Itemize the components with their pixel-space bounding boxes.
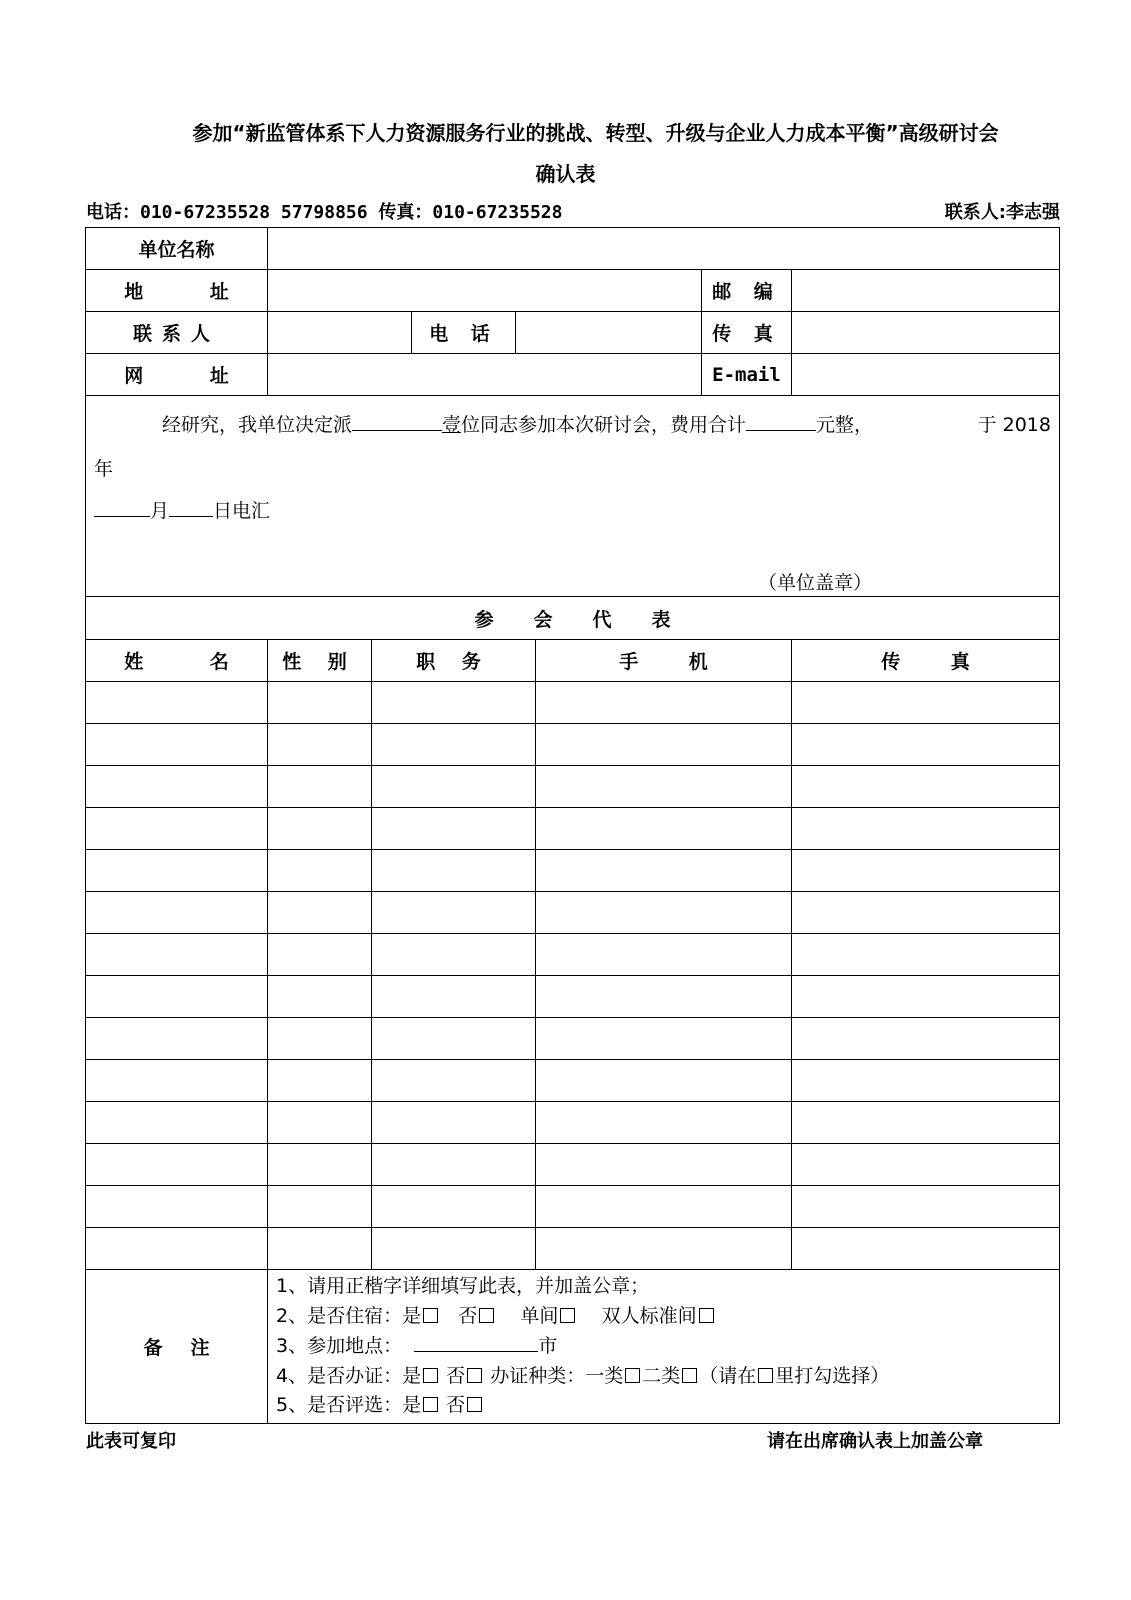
rep-mobile-cell[interactable] xyxy=(536,1144,792,1186)
rep-name-cell[interactable] xyxy=(86,1018,268,1060)
representative-row xyxy=(86,1102,1060,1144)
rep-mobile-cell[interactable] xyxy=(536,1060,792,1102)
rep-mobile-cell[interactable] xyxy=(536,850,792,892)
rep-fax-cell[interactable] xyxy=(792,1102,1060,1144)
rep-position-cell[interactable] xyxy=(372,1018,536,1060)
rep-fax-cell[interactable] xyxy=(792,1228,1060,1270)
rep-mobile-cell[interactable] xyxy=(536,766,792,808)
unit-seal-label: （单位盖章） xyxy=(758,572,873,594)
phone-fax-text: 电话：010-67235528 57798856 传真：010-67235528 xyxy=(86,202,563,223)
rep-fax-cell[interactable] xyxy=(792,1018,1060,1060)
rep-position-cell[interactable] xyxy=(372,934,536,976)
representatives-heading: 参会代表 xyxy=(86,597,1060,640)
rep-fax-cell[interactable] xyxy=(792,934,1060,976)
rep-name-cell[interactable] xyxy=(86,934,268,976)
representative-row xyxy=(86,1144,1060,1186)
representative-row xyxy=(86,808,1060,850)
lodging-no-checkbox[interactable] xyxy=(479,1308,494,1323)
footer-seal-note: 请在出席确认表上加盖公章 xyxy=(767,1431,983,1452)
rep-gender-cell[interactable] xyxy=(268,1018,372,1060)
rep-fax-cell[interactable] xyxy=(792,724,1060,766)
rep-name-cell[interactable] xyxy=(86,766,268,808)
note-item-4: 4、是否办证：是 否 办证种类：一类 二类 （请在 里打勾选择） xyxy=(276,1364,890,1387)
rep-position-cell[interactable] xyxy=(372,850,536,892)
representative-row xyxy=(86,724,1060,766)
rep-name-cell[interactable] xyxy=(86,1102,268,1144)
rep-gender-cell[interactable] xyxy=(268,934,372,976)
representative-row xyxy=(86,1186,1060,1228)
rep-fax-cell[interactable] xyxy=(792,1186,1060,1228)
email-label: E-mail xyxy=(702,354,792,396)
col-name-header: 姓 名 xyxy=(86,640,268,682)
day-blank[interactable] xyxy=(169,496,213,517)
rep-position-cell[interactable] xyxy=(372,808,536,850)
selection-yes-checkbox[interactable] xyxy=(423,1397,438,1412)
unit-name-label: 单位名称 xyxy=(86,228,268,270)
rep-mobile-cell[interactable] xyxy=(536,976,792,1018)
postcode-label: 邮 编 xyxy=(702,270,792,312)
contact-line xyxy=(86,198,1060,224)
rep-position-cell[interactable] xyxy=(372,766,536,808)
example-checkbox xyxy=(758,1368,773,1383)
rep-name-cell[interactable] xyxy=(86,1228,268,1270)
rep-gender-cell[interactable] xyxy=(268,682,372,724)
form-title-line1: 参加“新监管体系下人力资源服务行业的挑战、转型、升级与企业人力成本平衡”高级研讨会 xyxy=(192,121,999,145)
rep-mobile-cell[interactable] xyxy=(536,1102,792,1144)
rep-mobile-cell[interactable] xyxy=(536,1018,792,1060)
col-fax-header: 传 真 xyxy=(792,640,1060,682)
attendee-count-blank[interactable] xyxy=(352,410,442,431)
note-item-2: 2、是否住宿：是 否 单间 双人标准间 xyxy=(276,1302,1051,1332)
rep-fax-cell[interactable] xyxy=(792,976,1060,1018)
rep-position-cell[interactable] xyxy=(372,724,536,766)
rep-mobile-cell[interactable] xyxy=(536,1228,792,1270)
representative-row xyxy=(86,976,1060,1018)
rep-name-cell[interactable] xyxy=(86,850,268,892)
decision-line1: 经研究，我单位决定派 壹位同志参加本次研讨会，费用合计 元整， 于 2018 xyxy=(162,410,1051,437)
rep-name-cell[interactable] xyxy=(86,892,268,934)
col-position-header: 职 务 xyxy=(372,640,536,682)
rep-mobile-cell[interactable] xyxy=(536,808,792,850)
website-label: 网 址 xyxy=(86,354,268,396)
rep-fax-cell[interactable] xyxy=(792,682,1060,724)
form-title-line2: 确认表 xyxy=(535,162,596,186)
address-field[interactable] xyxy=(268,270,702,312)
confirmation-form xyxy=(85,227,1060,1424)
unit-name-field[interactable] xyxy=(268,228,1060,270)
rep-fax-cell[interactable] xyxy=(792,766,1060,808)
representative-row xyxy=(86,1060,1060,1102)
certificate-yes-checkbox[interactable] xyxy=(423,1368,438,1383)
decision-year: 年 xyxy=(94,458,114,480)
rep-name-cell[interactable] xyxy=(86,724,268,766)
rep-name-cell[interactable] xyxy=(86,1186,268,1228)
rep-gender-cell[interactable] xyxy=(268,892,372,934)
rep-position-cell[interactable] xyxy=(372,1228,536,1270)
rep-position-cell[interactable] xyxy=(372,1102,536,1144)
rep-gender-cell[interactable] xyxy=(268,1228,372,1270)
rep-fax-cell[interactable] xyxy=(792,892,1060,934)
contact-person-text: 联系人:李志强 xyxy=(944,202,1060,223)
representative-row xyxy=(86,934,1060,976)
representative-row xyxy=(86,892,1060,934)
rep-mobile-cell[interactable] xyxy=(536,1186,792,1228)
representative-row xyxy=(86,1228,1060,1270)
rep-mobile-cell[interactable] xyxy=(536,682,792,724)
rep-fax-cell[interactable] xyxy=(792,808,1060,850)
rep-fax-cell[interactable] xyxy=(792,850,1060,892)
note-item-5: 5、是否评选：是 否 xyxy=(276,1391,1051,1421)
representative-row xyxy=(86,850,1060,892)
rep-position-cell[interactable] xyxy=(372,1186,536,1228)
venue-city-blank[interactable] xyxy=(414,1331,538,1352)
representative-row xyxy=(86,1018,1060,1060)
rep-gender-cell[interactable] xyxy=(268,766,372,808)
col-gender-header: 性 别 xyxy=(268,640,372,682)
month-blank[interactable] xyxy=(94,496,150,517)
rep-gender-cell[interactable] xyxy=(268,976,372,1018)
rep-position-cell[interactable] xyxy=(372,892,536,934)
notes-content xyxy=(268,1270,1060,1424)
fax-label: 传 真 xyxy=(702,312,792,354)
rep-gender-cell[interactable] xyxy=(268,1144,372,1186)
single-room-checkbox[interactable] xyxy=(560,1308,575,1323)
website-field[interactable] xyxy=(268,354,702,396)
rep-name-cell[interactable] xyxy=(86,1060,268,1102)
decision-line2: 月 日电汇 xyxy=(94,496,270,523)
rep-name-cell[interactable] xyxy=(86,808,268,850)
email-field[interactable] xyxy=(792,354,1060,396)
rep-gender-cell[interactable] xyxy=(268,850,372,892)
certificate-type2-checkbox[interactable] xyxy=(682,1368,697,1383)
rep-gender-cell[interactable] xyxy=(268,724,372,766)
rep-mobile-cell[interactable] xyxy=(536,934,792,976)
phone-field[interactable] xyxy=(516,312,702,354)
contact-person-label: 联系人 xyxy=(86,312,268,354)
rep-position-cell[interactable] xyxy=(372,1060,536,1102)
certificate-no-checkbox[interactable] xyxy=(467,1368,482,1383)
address-label: 地 址 xyxy=(86,270,268,312)
rep-mobile-cell[interactable] xyxy=(536,724,792,766)
selection-no-checkbox[interactable] xyxy=(467,1397,482,1412)
rep-gender-cell[interactable] xyxy=(268,1060,372,1102)
rep-mobile-cell[interactable] xyxy=(536,892,792,934)
rep-position-cell[interactable] xyxy=(372,1144,536,1186)
notes-label: 备注 xyxy=(86,1270,268,1424)
representative-row xyxy=(86,682,1060,724)
fee-total-blank[interactable] xyxy=(746,410,816,431)
decision-statement xyxy=(86,396,1060,597)
rep-fax-cell[interactable] xyxy=(792,1060,1060,1102)
note-item-3: 3、参加地点： 市 xyxy=(276,1331,1051,1362)
fax-field[interactable] xyxy=(792,312,1060,354)
rep-position-cell[interactable] xyxy=(372,976,536,1018)
phone-label: 电 话 xyxy=(412,312,516,354)
rep-gender-cell[interactable] xyxy=(268,1102,372,1144)
note-item-1: 1、请用正楷字详细填写此表，并加盖公章； xyxy=(276,1275,650,1297)
rep-name-cell[interactable] xyxy=(86,682,268,724)
certificate-type1-checkbox[interactable] xyxy=(625,1368,640,1383)
rep-fax-cell[interactable] xyxy=(792,1144,1060,1186)
rep-gender-cell[interactable] xyxy=(268,808,372,850)
rep-name-cell[interactable] xyxy=(86,976,268,1018)
col-mobile-header: 手 机 xyxy=(536,640,792,682)
footer-copy-note: 此表可复印 xyxy=(86,1431,176,1452)
representative-row xyxy=(86,766,1060,808)
rep-name-cell[interactable] xyxy=(86,1144,268,1186)
lodging-yes-checkbox[interactable] xyxy=(423,1308,438,1323)
contact-person-field[interactable] xyxy=(268,312,412,354)
rep-gender-cell[interactable] xyxy=(268,1186,372,1228)
postcode-field[interactable] xyxy=(792,270,1060,312)
double-room-checkbox[interactable] xyxy=(699,1308,714,1323)
rep-position-cell[interactable] xyxy=(372,682,536,724)
